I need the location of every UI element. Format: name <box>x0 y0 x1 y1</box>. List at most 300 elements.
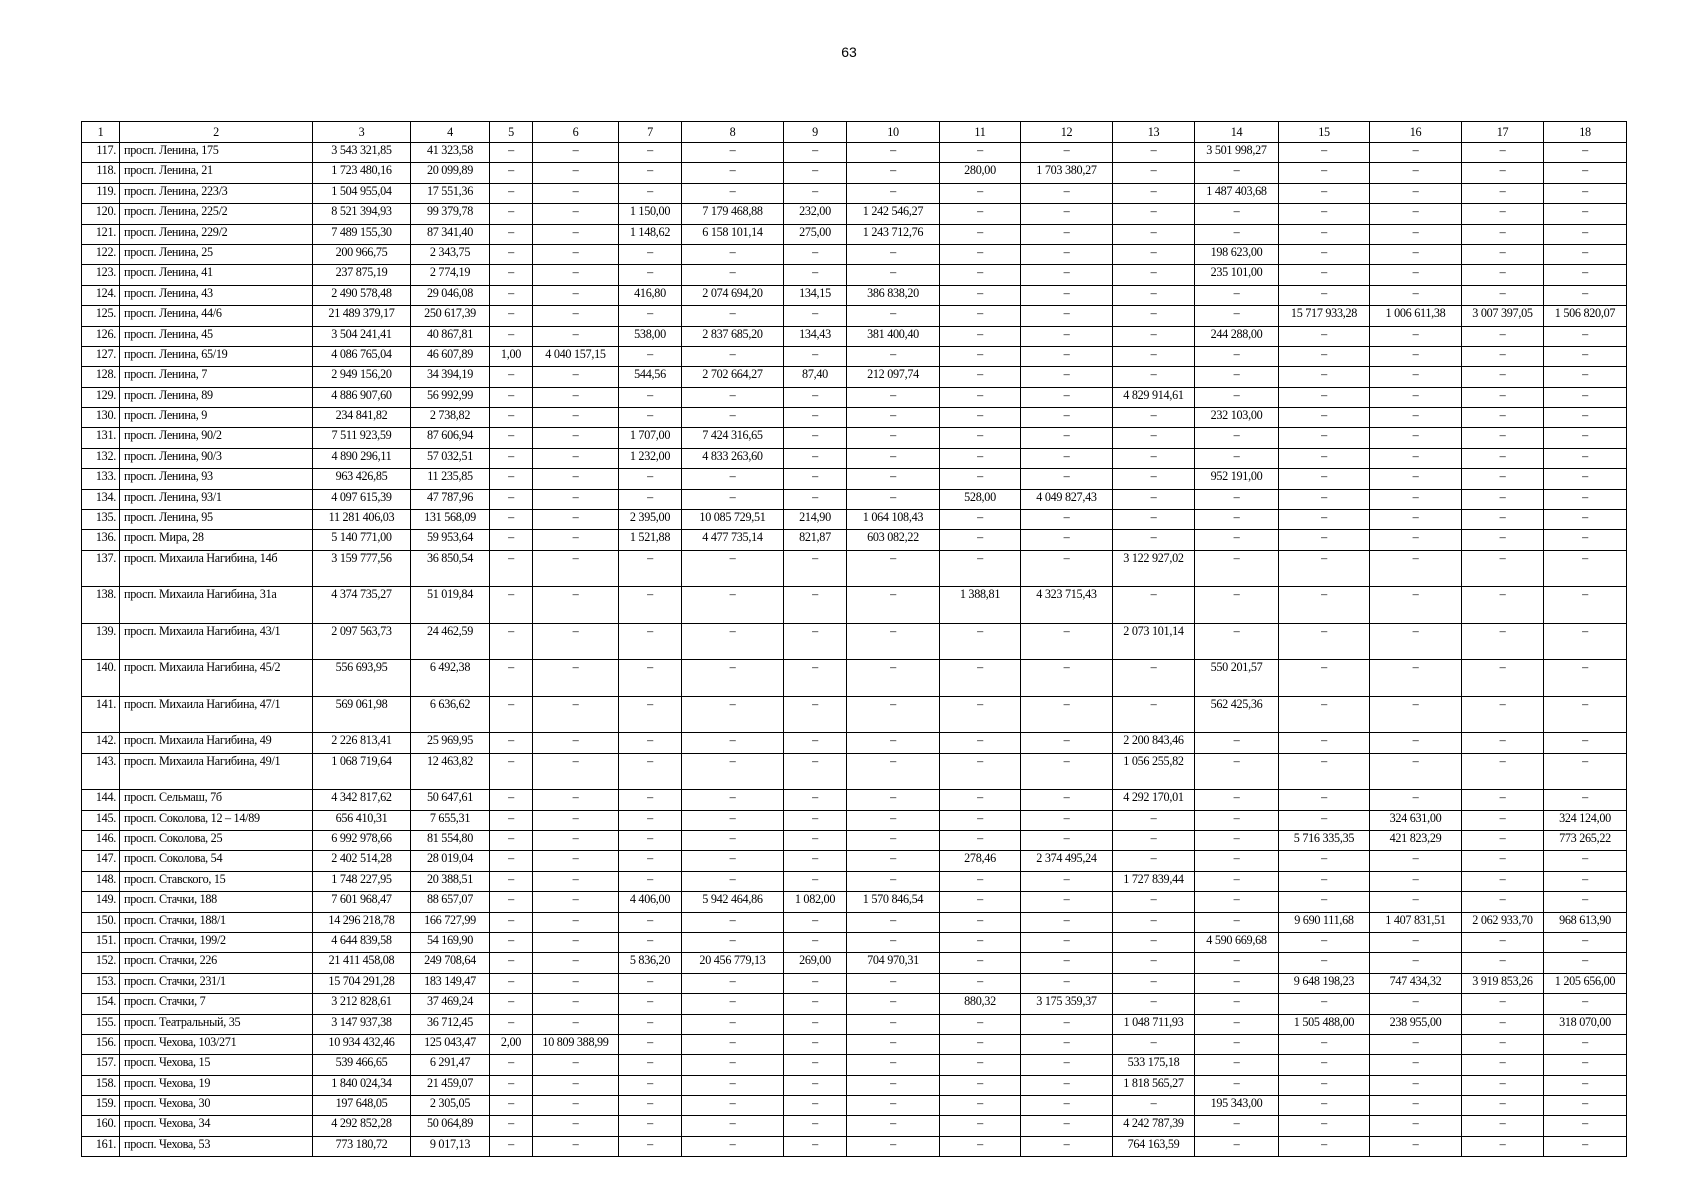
value-cell: – <box>1370 367 1462 387</box>
value-cell: 3 122 927,02 <box>1113 550 1195 587</box>
value-cell: – <box>940 932 1021 952</box>
value-cell: – <box>490 550 533 587</box>
value-cell: – <box>1462 489 1544 509</box>
address-cell: просп. Михаила Нагибина, 49/1 <box>120 753 313 790</box>
value-cell: – <box>784 469 847 489</box>
row-number: 127. <box>82 346 120 366</box>
value-cell: 6 291,47 <box>411 1055 490 1075</box>
value-cell: – <box>1544 204 1627 224</box>
value-cell: – <box>619 1136 682 1156</box>
value-cell: 166 727,99 <box>411 912 490 932</box>
value-cell: – <box>1113 224 1195 244</box>
value-cell: 11 281 406,03 <box>313 510 411 530</box>
value-cell: – <box>1462 753 1544 790</box>
value-cell: – <box>533 428 619 448</box>
value-cell: – <box>490 448 533 468</box>
row-number: 138. <box>82 587 120 624</box>
value-cell: 59 953,64 <box>411 530 490 550</box>
value-cell: – <box>1462 163 1544 183</box>
value-cell: – <box>1279 660 1370 697</box>
value-cell: 1 205 656,00 <box>1544 973 1627 993</box>
value-cell: 4 644 839,58 <box>313 932 411 952</box>
address-cell: просп. Михаила Нагибина, 45/2 <box>120 660 313 697</box>
value-cell: – <box>1021 448 1113 468</box>
value-cell: – <box>490 851 533 871</box>
value-cell: – <box>1113 428 1195 448</box>
value-cell: – <box>847 143 940 163</box>
value-cell: – <box>784 830 847 850</box>
value-cell: – <box>619 587 682 624</box>
value-cell: – <box>1113 265 1195 285</box>
value-cell: 15 704 291,28 <box>313 973 411 993</box>
value-cell: – <box>490 932 533 952</box>
row-number: 123. <box>82 265 120 285</box>
value-cell: – <box>490 306 533 326</box>
value-cell: – <box>1021 973 1113 993</box>
value-cell: – <box>619 733 682 753</box>
value-cell: – <box>940 1055 1021 1075</box>
address-cell: просп. Ленина, 229/2 <box>120 224 313 244</box>
value-cell: 4 342 817,62 <box>313 790 411 810</box>
value-cell: – <box>1370 733 1462 753</box>
value-cell: 381 400,40 <box>847 326 940 346</box>
column-header: 14 <box>1195 122 1279 143</box>
value-cell: 539 466,65 <box>313 1055 411 1075</box>
value-cell: – <box>784 387 847 407</box>
value-cell: – <box>682 973 784 993</box>
table-row <box>82 753 1627 790</box>
value-cell: – <box>1544 408 1627 428</box>
address-cell: просп. Соколова, 54 <box>120 851 313 871</box>
value-cell: – <box>784 143 847 163</box>
value-cell: – <box>1113 994 1195 1014</box>
value-cell: 275,00 <box>784 224 847 244</box>
value-cell: – <box>847 912 940 932</box>
value-cell: – <box>533 1014 619 1034</box>
value-cell: – <box>847 306 940 326</box>
table-row <box>82 244 1627 264</box>
value-cell: 51 019,84 <box>411 587 490 624</box>
table-row <box>82 871 1627 891</box>
value-cell: – <box>1462 623 1544 660</box>
value-cell: 533 175,18 <box>1113 1055 1195 1075</box>
value-cell: – <box>1021 224 1113 244</box>
value-cell: – <box>1113 660 1195 697</box>
value-cell: – <box>1113 469 1195 489</box>
value-cell: 5 140 771,00 <box>313 530 411 550</box>
value-cell: – <box>1021 143 1113 163</box>
value-cell: – <box>490 408 533 428</box>
value-cell: – <box>1370 1034 1462 1054</box>
value-cell: – <box>1370 790 1462 810</box>
value-cell: – <box>784 587 847 624</box>
value-cell: – <box>940 810 1021 830</box>
value-cell: – <box>619 1014 682 1034</box>
value-cell: – <box>1021 510 1113 530</box>
value-cell: 1 407 831,51 <box>1370 912 1462 932</box>
value-cell: 14 296 218,78 <box>313 912 411 932</box>
row-number: 140. <box>82 660 120 697</box>
value-cell: – <box>619 753 682 790</box>
address-cell: просп. Ленина, 90/2 <box>120 428 313 448</box>
value-cell: 1 505 488,00 <box>1279 1014 1370 1034</box>
data-table <box>81 121 1627 1157</box>
row-number: 121. <box>82 224 120 244</box>
value-cell: – <box>1462 994 1544 1014</box>
value-cell: – <box>1279 367 1370 387</box>
value-cell: – <box>490 994 533 1014</box>
address-cell: просп. Чехова, 53 <box>120 1136 313 1156</box>
row-number: 148. <box>82 871 120 891</box>
value-cell: – <box>533 790 619 810</box>
row-number: 137. <box>82 550 120 587</box>
value-cell: – <box>682 469 784 489</box>
value-cell: 237 875,19 <box>313 265 411 285</box>
value-cell: – <box>1279 510 1370 530</box>
row-number: 124. <box>82 285 120 305</box>
value-cell: – <box>847 489 940 509</box>
value-cell: – <box>784 753 847 790</box>
value-cell: 269,00 <box>784 953 847 973</box>
column-header: 7 <box>619 122 682 143</box>
value-cell: – <box>619 810 682 830</box>
value-cell: – <box>1279 753 1370 790</box>
row-number: 144. <box>82 790 120 810</box>
value-cell: 37 469,24 <box>411 994 490 1014</box>
value-cell: – <box>490 733 533 753</box>
address-cell: просп. Ленина, 25 <box>120 244 313 264</box>
value-cell: – <box>940 1116 1021 1136</box>
value-cell: 20 388,51 <box>411 871 490 891</box>
value-cell: – <box>490 285 533 305</box>
value-cell: – <box>682 265 784 285</box>
value-cell: – <box>1195 1116 1279 1136</box>
value-cell: – <box>533 973 619 993</box>
value-cell: – <box>1113 1096 1195 1116</box>
value-cell: – <box>940 1096 1021 1116</box>
value-cell: – <box>1370 204 1462 224</box>
row-number: 160. <box>82 1116 120 1136</box>
value-cell: – <box>1462 932 1544 952</box>
value-cell: – <box>784 265 847 285</box>
value-cell: – <box>940 871 1021 891</box>
value-cell: – <box>1279 183 1370 203</box>
value-cell: – <box>1195 306 1279 326</box>
value-cell: – <box>682 587 784 624</box>
value-cell: – <box>682 306 784 326</box>
value-cell: 200 966,75 <box>313 244 411 264</box>
value-cell: – <box>682 912 784 932</box>
value-cell: – <box>784 696 847 733</box>
value-cell: – <box>490 587 533 624</box>
value-cell: – <box>1021 244 1113 264</box>
table-row <box>82 448 1627 468</box>
value-cell: – <box>784 973 847 993</box>
value-cell: – <box>1544 285 1627 305</box>
value-cell: 4 886 907,60 <box>313 387 411 407</box>
value-cell: – <box>533 733 619 753</box>
value-cell: 250 617,39 <box>411 306 490 326</box>
value-cell: – <box>847 851 940 871</box>
value-cell: 1 242 546,27 <box>847 204 940 224</box>
value-cell: – <box>1195 224 1279 244</box>
value-cell: – <box>682 163 784 183</box>
table-row <box>82 469 1627 489</box>
value-cell: – <box>1195 851 1279 871</box>
value-cell: – <box>533 660 619 697</box>
value-cell: – <box>1544 696 1627 733</box>
value-cell: – <box>847 623 940 660</box>
value-cell: – <box>940 733 1021 753</box>
value-cell: – <box>490 387 533 407</box>
value-cell: – <box>940 830 1021 850</box>
value-cell: 7 489 155,30 <box>313 224 411 244</box>
value-cell: 25 969,95 <box>411 733 490 753</box>
value-cell: – <box>1195 1136 1279 1156</box>
value-cell: – <box>1195 1034 1279 1054</box>
value-cell: – <box>1370 1116 1462 1136</box>
value-cell: – <box>682 994 784 1014</box>
row-number: 128. <box>82 367 120 387</box>
table-row <box>82 306 1627 326</box>
value-cell: – <box>1462 428 1544 448</box>
value-cell: 1 707,00 <box>619 428 682 448</box>
value-cell: – <box>1021 871 1113 891</box>
value-cell: – <box>1195 163 1279 183</box>
value-cell: 7 601 968,47 <box>313 892 411 912</box>
value-cell: 5 836,20 <box>619 953 682 973</box>
value-cell: – <box>940 387 1021 407</box>
value-cell: – <box>533 1096 619 1116</box>
value-cell: 278,46 <box>940 851 1021 871</box>
row-number: 117. <box>82 143 120 163</box>
value-cell: – <box>940 660 1021 697</box>
value-cell: – <box>490 892 533 912</box>
value-cell: 556 693,95 <box>313 660 411 697</box>
value-cell: 2 949 156,20 <box>313 367 411 387</box>
value-cell: – <box>1021 830 1113 850</box>
value-cell: – <box>847 387 940 407</box>
value-cell: – <box>1279 851 1370 871</box>
value-cell: – <box>1544 367 1627 387</box>
value-cell: 2 073 101,14 <box>1113 623 1195 660</box>
value-cell: – <box>490 790 533 810</box>
table-row <box>82 326 1627 346</box>
value-cell: – <box>533 183 619 203</box>
value-cell: – <box>1113 530 1195 550</box>
value-cell: 1 504 955,04 <box>313 183 411 203</box>
value-cell: 3 147 937,38 <box>313 1014 411 1034</box>
address-cell: просп. Стачки, 199/2 <box>120 932 313 952</box>
value-cell: – <box>1113 448 1195 468</box>
value-cell: – <box>940 696 1021 733</box>
value-cell: – <box>1462 550 1544 587</box>
value-cell: – <box>1544 733 1627 753</box>
value-cell: 212 097,74 <box>847 367 940 387</box>
value-cell: – <box>1370 469 1462 489</box>
value-cell: – <box>533 1136 619 1156</box>
value-cell: – <box>1544 469 1627 489</box>
value-cell: – <box>490 510 533 530</box>
value-cell: – <box>1544 994 1627 1014</box>
value-cell: 1 150,00 <box>619 204 682 224</box>
value-cell: 3 504 241,41 <box>313 326 411 346</box>
value-cell: 764 163,59 <box>1113 1136 1195 1156</box>
value-cell: 544,56 <box>619 367 682 387</box>
value-cell: – <box>1195 489 1279 509</box>
value-cell: 880,32 <box>940 994 1021 1014</box>
value-cell: – <box>1279 623 1370 660</box>
value-cell: – <box>1021 428 1113 448</box>
value-cell: 10 934 432,46 <box>313 1034 411 1054</box>
value-cell: 2 837 685,20 <box>682 326 784 346</box>
value-cell: – <box>490 244 533 264</box>
value-cell: – <box>1195 550 1279 587</box>
value-cell: – <box>1195 953 1279 973</box>
value-cell: – <box>940 346 1021 366</box>
value-cell: – <box>1279 1055 1370 1075</box>
value-cell: – <box>847 1055 940 1075</box>
value-cell: – <box>1113 326 1195 346</box>
row-number: 157. <box>82 1055 120 1075</box>
value-cell: 4 590 669,68 <box>1195 932 1279 952</box>
value-cell: 2 343,75 <box>411 244 490 264</box>
value-cell: 234 841,82 <box>313 408 411 428</box>
value-cell: – <box>1544 510 1627 530</box>
value-cell: – <box>1021 408 1113 428</box>
value-cell: – <box>682 790 784 810</box>
value-cell: – <box>619 143 682 163</box>
address-cell: просп. Михаила Нагибина, 47/1 <box>120 696 313 733</box>
value-cell: – <box>619 851 682 871</box>
value-cell: 195 343,00 <box>1195 1096 1279 1116</box>
value-cell: – <box>1462 851 1544 871</box>
value-cell: 235 101,00 <box>1195 265 1279 285</box>
value-cell: 50 064,89 <box>411 1116 490 1136</box>
value-cell: – <box>784 623 847 660</box>
value-cell: 238 955,00 <box>1370 1014 1462 1034</box>
value-cell: – <box>1021 367 1113 387</box>
value-cell: – <box>847 346 940 366</box>
value-cell: 21 411 458,08 <box>313 953 411 973</box>
value-cell: 952 191,00 <box>1195 469 1279 489</box>
value-cell: – <box>847 973 940 993</box>
value-cell: – <box>490 489 533 509</box>
table-row <box>82 1075 1627 1095</box>
value-cell: – <box>619 696 682 733</box>
value-cell: – <box>940 285 1021 305</box>
value-cell: 1 723 480,16 <box>313 163 411 183</box>
row-number: 159. <box>82 1096 120 1116</box>
value-cell: – <box>533 143 619 163</box>
value-cell: 5 716 335,35 <box>1279 830 1370 850</box>
address-cell: просп. Ленина, 89 <box>120 387 313 407</box>
value-cell: – <box>619 244 682 264</box>
value-cell: 46 607,89 <box>411 346 490 366</box>
address-cell: просп. Чехова, 34 <box>120 1116 313 1136</box>
value-cell: – <box>682 1034 784 1054</box>
value-cell: – <box>533 892 619 912</box>
value-cell: 1,00 <box>490 346 533 366</box>
value-cell: – <box>619 830 682 850</box>
row-number: 142. <box>82 733 120 753</box>
value-cell: – <box>1544 244 1627 264</box>
value-cell: – <box>1113 367 1195 387</box>
value-cell: – <box>1195 204 1279 224</box>
value-cell: – <box>1279 550 1370 587</box>
value-cell: – <box>533 306 619 326</box>
value-cell: – <box>619 1055 682 1075</box>
value-cell: – <box>619 265 682 285</box>
address-cell: просп. Ленина, 44/6 <box>120 306 313 326</box>
value-cell: – <box>1021 1014 1113 1034</box>
value-cell: 704 970,31 <box>847 953 940 973</box>
value-cell: – <box>533 1055 619 1075</box>
column-header: 12 <box>1021 122 1113 143</box>
address-cell: просп. Чехова, 103/271 <box>120 1034 313 1054</box>
value-cell: – <box>533 810 619 830</box>
value-cell: – <box>1021 387 1113 407</box>
value-cell: – <box>940 530 1021 550</box>
value-cell: – <box>1021 733 1113 753</box>
value-cell: – <box>784 346 847 366</box>
value-cell: – <box>1279 387 1370 407</box>
table-row <box>82 953 1627 973</box>
value-cell: – <box>1279 408 1370 428</box>
value-cell: – <box>490 912 533 932</box>
value-cell: – <box>847 408 940 428</box>
row-number: 146. <box>82 830 120 850</box>
value-cell: – <box>1279 489 1370 509</box>
table-row <box>82 912 1627 932</box>
value-cell: – <box>1462 1096 1544 1116</box>
value-cell: – <box>847 1034 940 1054</box>
value-cell: – <box>490 696 533 733</box>
value-cell: 3 159 777,56 <box>313 550 411 587</box>
value-cell: 81 554,80 <box>411 830 490 850</box>
value-cell: – <box>682 1116 784 1136</box>
value-cell: – <box>490 973 533 993</box>
value-cell: 5 942 464,86 <box>682 892 784 912</box>
value-cell: – <box>847 265 940 285</box>
value-cell: 2 305,05 <box>411 1096 490 1116</box>
value-cell: – <box>847 753 940 790</box>
value-cell: 9 648 198,23 <box>1279 973 1370 993</box>
value-cell: – <box>1462 1136 1544 1156</box>
value-cell: – <box>1462 1034 1544 1054</box>
value-cell: – <box>490 830 533 850</box>
table-row <box>82 408 1627 428</box>
value-cell: – <box>682 696 784 733</box>
value-cell: – <box>940 367 1021 387</box>
value-cell: – <box>1195 1075 1279 1095</box>
value-cell: – <box>1462 326 1544 346</box>
value-cell: – <box>1195 790 1279 810</box>
value-cell: – <box>1370 448 1462 468</box>
value-cell: 6 492,38 <box>411 660 490 697</box>
value-cell: 134,15 <box>784 285 847 305</box>
value-cell: – <box>1195 994 1279 1014</box>
column-header: 11 <box>940 122 1021 143</box>
value-cell: 7 511 923,59 <box>313 428 411 448</box>
value-cell: – <box>1113 851 1195 871</box>
value-cell: 773 265,22 <box>1544 830 1627 850</box>
value-cell: – <box>784 851 847 871</box>
value-cell: – <box>490 660 533 697</box>
value-cell: 1 703 380,27 <box>1021 163 1113 183</box>
value-cell: – <box>1279 163 1370 183</box>
value-cell: – <box>1021 892 1113 912</box>
